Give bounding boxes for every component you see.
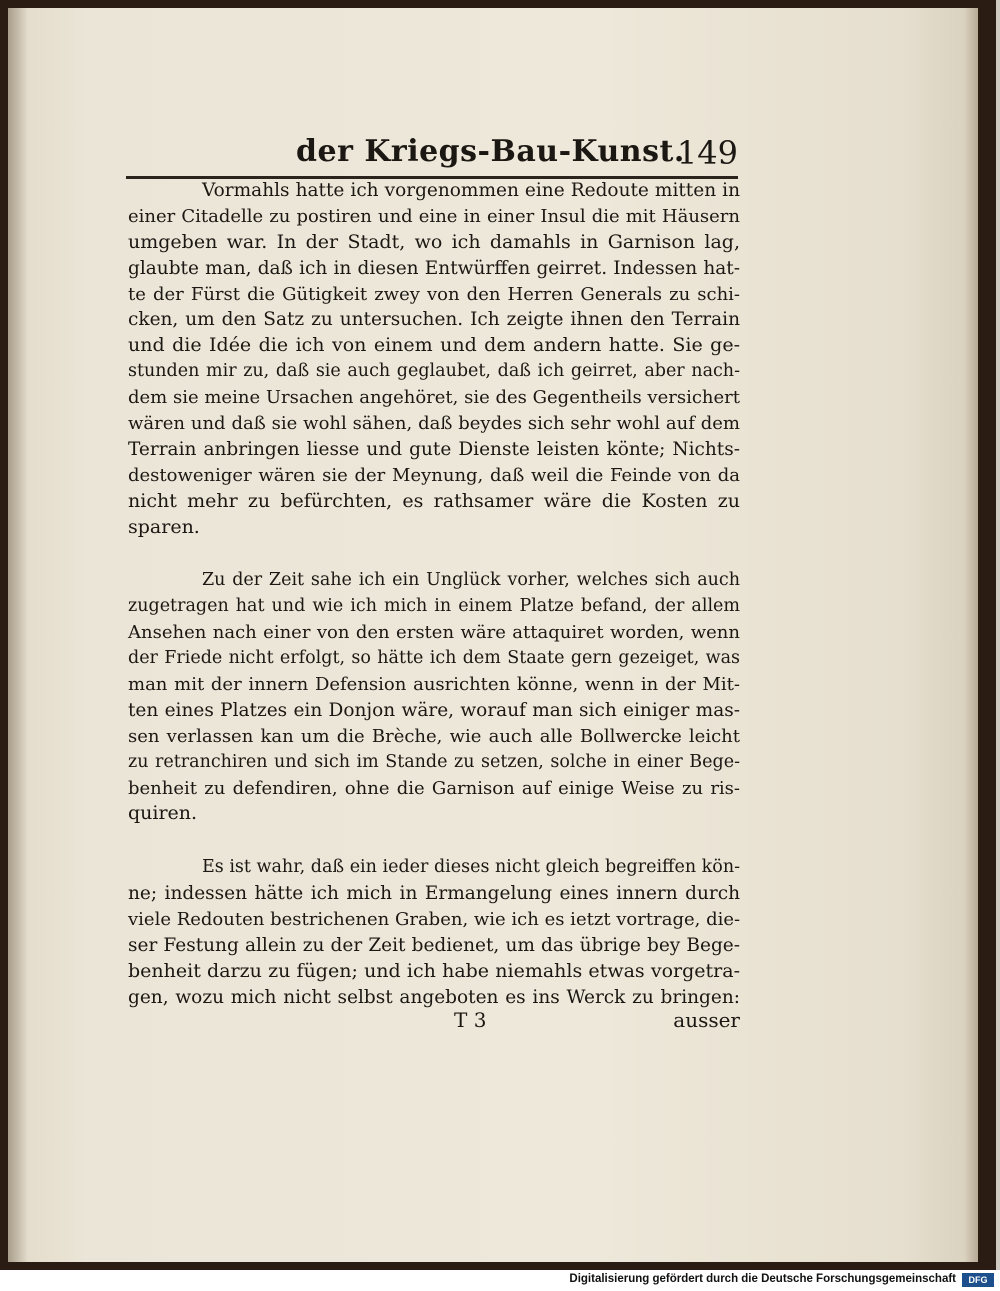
text-line: wären und daß sie wohl sähen, daß beydes sich sehr wohl auf dem <box>128 413 740 435</box>
page-edge-shadow <box>964 8 978 1262</box>
text-line: cken, um den Satz zu untersuchen. Ich zeigte ihnen den Terrain <box>128 309 740 331</box>
text-line: ten eines Platzes ein Donjon wäre, worauf man sich einiger mas- <box>128 699 740 721</box>
text-line: te der Fürst die Gütigkeit zwey von den Herren Generals zu schi- <box>128 283 740 305</box>
text-line: man mit der innern Defension ausrichten könne, wenn in der Mit- <box>128 674 740 696</box>
text-line: Terrain anbringen liesse und gute Dienste leisten könte; Nichts- <box>128 438 740 460</box>
text-line: und die Idée die ich von einem und dem andern hatte. Sie ge- <box>128 334 740 357</box>
page-header <box>126 128 738 176</box>
text-line: glaubte man, daß ich in diesen Entwürffen geirret. Indessen hat- <box>128 257 740 279</box>
dfg-logo[interactable]: DFG <box>962 1273 994 1287</box>
text-line: nicht mehr zu befürchten, es rathsamer wäre die Kosten zu <box>128 489 740 512</box>
text-line: quiren. <box>128 802 198 825</box>
text-line: sen verlassen kan um die Brèche, wie auch alle Bollwercke leicht <box>128 725 740 747</box>
text-line: benheit darzu zu fügen; und ich habe niemahls etwas vorgetra- <box>128 959 740 982</box>
text-line: Vormahls hatte ich vorgenommen eine Redoute mitten in <box>202 180 740 201</box>
text-line: Zu der Zeit sahe ich ein Unglück vorher, welches sich auch <box>202 570 740 591</box>
text-line: ne; indessen hätte ich mich in Ermangelung eines innern durch <box>128 883 740 905</box>
text-line: gen, wozu mich nicht selbst angeboten es ins Werck zu bringen: <box>128 986 740 1008</box>
text-line: umgeben war. In der Stadt, wo ich damahls in Garnison lag, <box>128 230 740 253</box>
text-line: einer Citadelle zu postiren und eine in einer Insul die mit Häusern <box>128 205 740 227</box>
text-line: destoweniger wären sie der Meynung, daß weil die Feinde von da <box>128 464 740 486</box>
paragraph-1 <box>128 178 740 540</box>
spine-shadow <box>8 8 28 1262</box>
paragraph-3 <box>128 855 740 1010</box>
body-text <box>128 178 740 1011</box>
text-line: Es ist wahr, daß ein ieder dieses nicht gleich begreiffen kön- <box>202 857 740 878</box>
text-line: viele Redouten bestrichenen Graben, wie ich es ietzt vortrage, die- <box>128 909 741 931</box>
text-line: ser Festung allein zu der Zeit bedienet, um das übrige bey Bege- <box>128 935 740 957</box>
page-footer <box>128 1008 740 1038</box>
paragraph-gap <box>128 540 740 568</box>
credit-bar <box>0 1270 1000 1291</box>
signature-mark: T 3 <box>454 1008 487 1032</box>
text-line: benheit zu defendiren, ohne die Garnison auf einige Weise zu ris- <box>128 777 740 799</box>
text-line: der Friede nicht erfolgt, so hätte ich dem Staate gern gezeiget, was <box>128 648 740 669</box>
text-line: Ansehen nach einer von den ersten wäre attaquiret worden, wenn <box>128 622 740 644</box>
running-title: der Kriegs-Bau-Kunst. <box>296 134 685 169</box>
text-line: sparen. <box>128 515 200 538</box>
text-line: zugetragen hat und wie ich mich in einem Platze befand, der allem <box>128 596 740 617</box>
funding-credit: Digitalisierung gefördert durch die Deutsche Forschungsgemeinschaft <box>569 1273 956 1285</box>
page-number: 149 <box>676 134 738 172</box>
paragraph-gap <box>128 827 740 855</box>
text-line: zu retranchiren und sich im Stande zu setzen, solche in einer Bege- <box>128 751 740 772</box>
paragraph-2 <box>128 568 740 827</box>
text-line: stunden mir zu, daß sie auch geglaubet, daß ich geirret, aber nach- <box>128 361 740 382</box>
catchword: ausser <box>673 1008 740 1032</box>
text-line: dem sie meine Ursachen angehöret, sie des Gegentheils versichert <box>128 387 740 409</box>
